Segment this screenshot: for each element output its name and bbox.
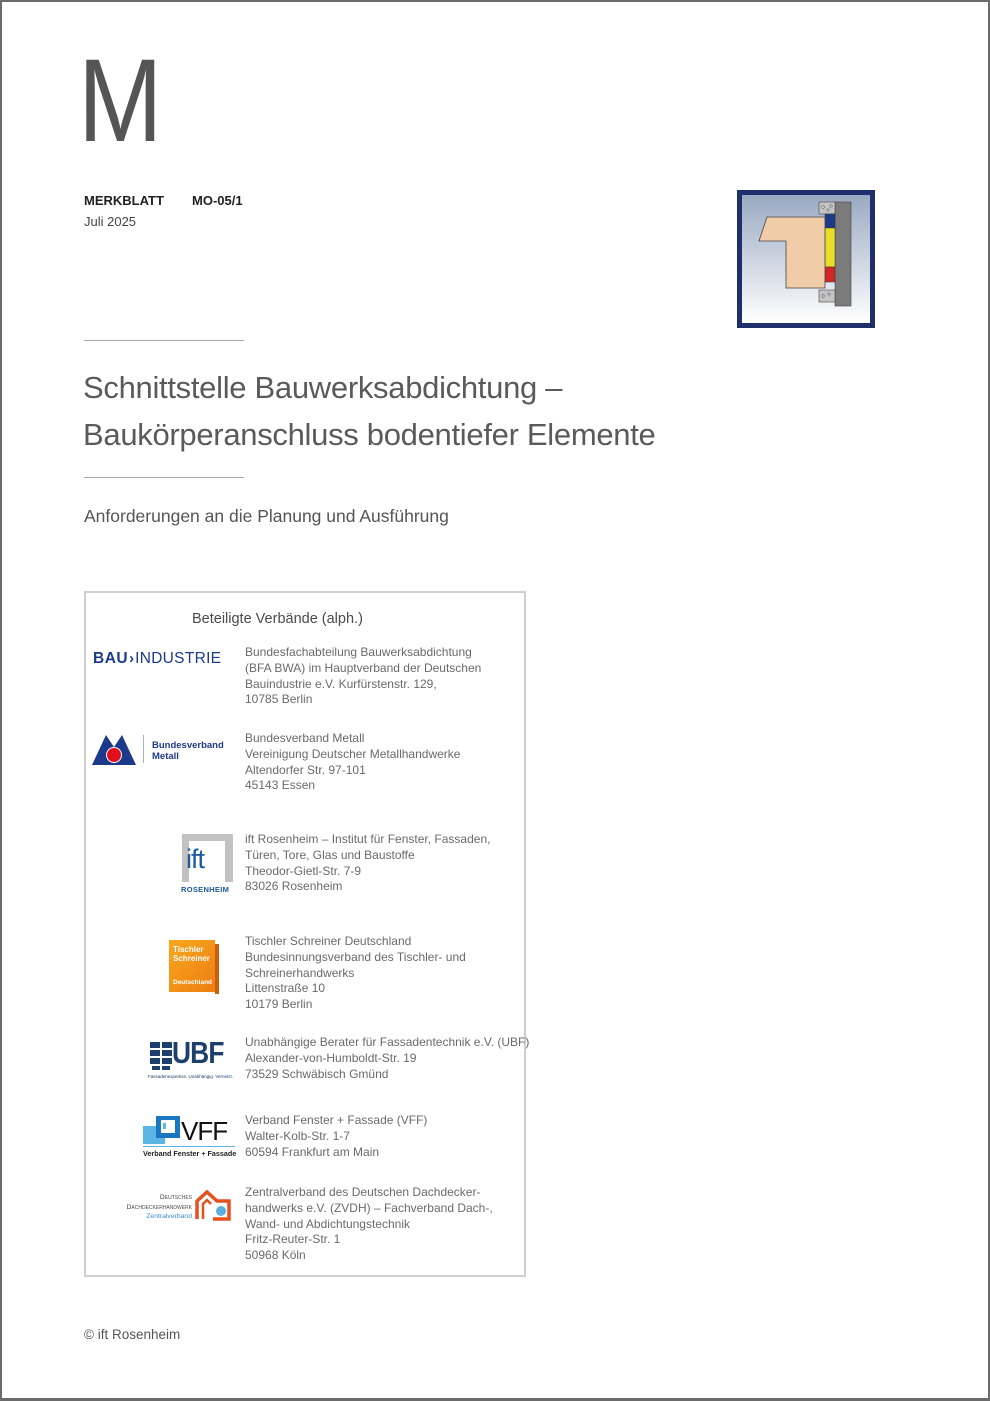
document-number: MO-05/1 xyxy=(192,193,243,208)
title-line-1: Schnittstelle Bauwerksabdichtung – xyxy=(83,370,563,405)
association-address: Tischler Schreiner Deutschland Bundesinnungsverband des Tischler- und Schreinerhandwerks Littenstraße 10 10179 Berlin xyxy=(245,934,466,1012)
document-title xyxy=(83,364,656,458)
tischler-schreiner-logo: Tischler Schreiner Deutschland xyxy=(169,938,219,994)
association-address: Verband Fenster + Fassade (VFF) Walter-Kolb-Str. 1-7 60594 Frankfurt am Main xyxy=(245,1113,428,1159)
bauindustrie-logo: BAU›INDUSTRIE xyxy=(93,650,222,667)
divider-bottom xyxy=(84,477,244,478)
vff-logo: VFF Verband Fenster + Fassade xyxy=(143,1116,237,1158)
document-subtitle: Anforderungen an die Planung und Ausführung xyxy=(84,506,449,526)
ubf-logo: UBF Fassadenexpertise. Unabhängig. Vernetzt. xyxy=(148,1035,234,1079)
association-address: Bundesverband Metall Vereinigung Deutscher Metallhandwerke Altendorfer Str. 97-101 45143 Essen xyxy=(245,731,461,793)
copyright: © ift Rosenheim xyxy=(84,1327,181,1342)
ubf-building-icon xyxy=(150,1040,172,1070)
association-address: Bundesfachabteilung Bauwerksabdichtung (BFA BWA) im Hauptverband der Deutschen Bauindustrie e.V. Kurfürstenstr. 129, 10785 Berlin xyxy=(245,645,482,707)
chevron-icon: › xyxy=(129,650,135,667)
series-letter: M xyxy=(78,35,161,167)
metall-mountain-icon xyxy=(92,733,136,765)
ift-rosenheim-logo: ift ROSENHEIM xyxy=(181,834,235,896)
document-date: Juli 2025 xyxy=(84,214,137,229)
associations-heading: Beteiligte Verbände (alph.) xyxy=(192,611,363,627)
association-address: Zentralverband des Deutschen Dachdecker- handwerks e.V. (ZVDH) – Fachverband Dach-, Wand- und Abdichtungstechnik Fritz-Reuter-Str. 1 50968 Köln xyxy=(245,1185,493,1263)
divider-top xyxy=(84,340,244,341)
document-type: MERKBLATT xyxy=(84,193,164,208)
bundesverband-metall-logo: Bundesverband Metall xyxy=(92,731,237,767)
association-address: ift Rosenheim – Institut für Fenster, Fassaden, Türen, Tore, Glas und Baustoffe Theodor-Gietl-Str. 7-9 83026 Rosenheim xyxy=(245,832,491,894)
association-address: Unabhängige Berater für Fassadentechnik e.V. (UBF) Alexander-von-Humboldt-Str. 19 73529 Schwäbisch Gmünd xyxy=(245,1035,530,1081)
associations-box xyxy=(84,591,530,1277)
window-sill-section-diagram-icon xyxy=(737,190,875,328)
zvdh-logo: Deutsches Dachdeckerhandwerk Zentralverband xyxy=(91,1187,233,1223)
title-line-2: Baukörperanschluss bodentiefer Elemente xyxy=(83,417,656,452)
zvdh-roof-icon xyxy=(195,1189,233,1221)
